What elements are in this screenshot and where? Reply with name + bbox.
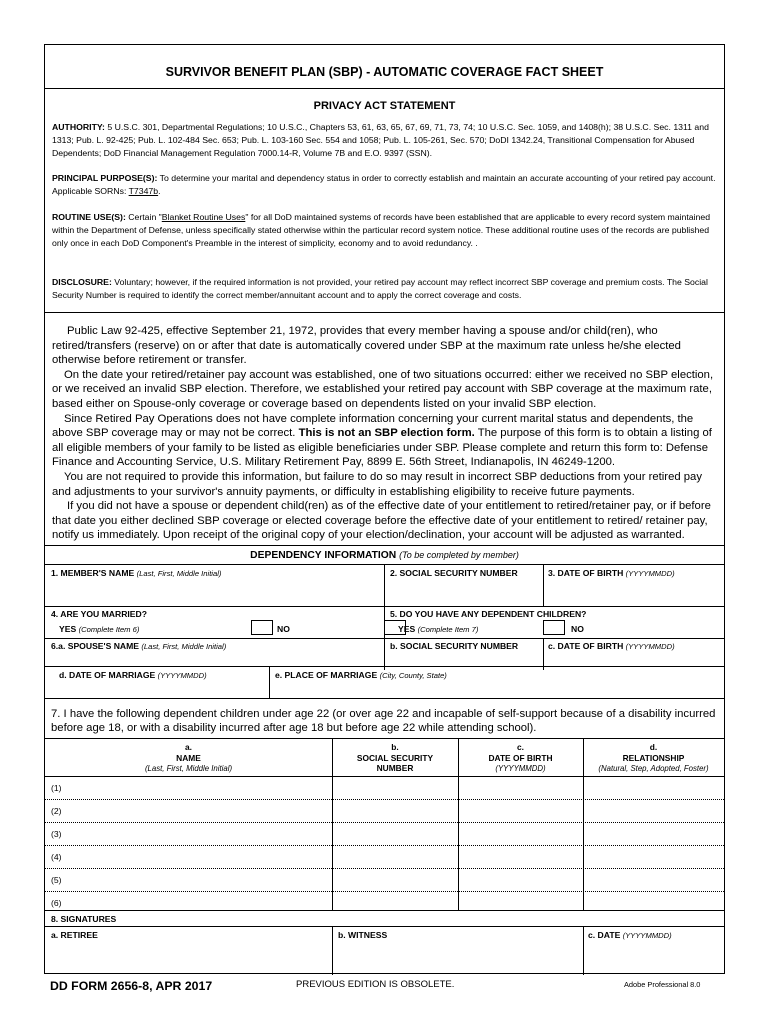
divider xyxy=(45,926,724,927)
dependent-dob-cells[interactable] xyxy=(460,778,581,908)
routine-text-b: " for all DoD maintained systems of records have been established that are applicable to every record system maintained within the Department of Defense, unless specifically stated otherwise within the particular record system notice. These additional routine uses of the records are published only once in each DoD Component's Preamble in the interest of simplicity, economy and to avoid redundancy. . xyxy=(52,212,711,248)
married-yes-label: YES (Complete Item 6) xyxy=(59,624,140,634)
intro-paragraph-4: You are not required to provide this information, but failure to do so may result in incorrect SBP deductions from your retired pay and adjustments to your survivor's annuity payments, or difficulty in establishing eligibility to receive future payments. xyxy=(52,470,702,498)
retiree-signature-field[interactable] xyxy=(51,942,329,972)
divider xyxy=(45,666,724,667)
purpose-end: . xyxy=(158,185,161,196)
children-yes-label: YES (Complete Item 7) xyxy=(398,624,479,634)
children-no-label: NO xyxy=(571,624,584,634)
divider xyxy=(45,776,724,777)
intro-p3c: The purpose of this form is to obtain a listing of all eligible members of your family to be listed as eligible beneficiaries under SBP. Please complete and return this form to: Defense Finance and Accounting Service, U.S. Military Retirement Pay, 8899 E. 56th Street, Indianapolis, IN 46249-1200. xyxy=(52,427,712,469)
member-dob-label: 3. DATE OF BIRTH (YYYYMMDD) xyxy=(548,568,675,578)
dependent-row-4: (4) xyxy=(51,852,62,862)
authority-paragraph xyxy=(52,121,718,160)
purpose-paragraph xyxy=(52,172,718,198)
authority-label: AUTHORITY: xyxy=(52,122,105,132)
dependent-row-3: (3) xyxy=(51,829,62,839)
divider xyxy=(45,910,724,911)
routine-use-paragraph xyxy=(52,211,718,250)
purpose-label: PRINCIPAL PURPOSE(S): xyxy=(52,173,158,183)
member-name-label: 1. MEMBER'S NAME (Last, First, Middle Initial) xyxy=(51,568,222,578)
divider xyxy=(45,545,724,546)
dependent-row-5: (5) xyxy=(51,875,62,885)
col-dob-header: c. DATE OF BIRTH (YYYYMMDD) xyxy=(488,742,553,773)
intro-paragraph-5: If you did not have a spouse or dependent child(ren) as of the effective date of your entitlement to retired/retainer pay, or if before that date you either declined SBP coverage or elected coverage before the effective date of your entitlement to retired/ retainer pay, notify us immediately. Upon receipt of the original copy of your election/declination, your account will be adjusted as warranted. xyxy=(52,500,711,542)
col-ssn-header: b. SOCIAL SECURITY NUMBER xyxy=(356,742,434,773)
intro-paragraph-1: Public Law 92-425, effective September 21, 1972, provides that every member having a spouse and/or child(ren), who retired/transfers (reserve) on or after that date is automatically covered under SBP at the maximum rate unless he/she elected otherwise before retirement or transfer. xyxy=(52,325,681,367)
divider xyxy=(45,312,724,313)
previous-edition-note: PREVIOUS EDITION IS OBSOLETE. xyxy=(296,979,455,990)
dependent-relationship-cells[interactable] xyxy=(585,778,722,908)
member-ssn-label: 2. SOCIAL SECURITY NUMBER xyxy=(390,568,518,578)
sorn-link[interactable]: T7347b xyxy=(128,185,159,196)
married-no-label: NO xyxy=(277,624,290,634)
routine-text-a: Certain " xyxy=(128,212,162,222)
col-name-header: a. NAME (Last, First, Middle Initial) xyxy=(144,742,233,773)
intro-p3a: Since Retired Pay Operations does not have complete information concerning your current marital status and dependents, the above SBP coverage may or may not be correct. xyxy=(52,412,694,440)
intro-paragraph-2: On the date your retired/retainer pay account was established, one of two situations occurred: either we received no SBP election, or we received an invalid SBP election. Therefore, we established your retired pay account with SBP coverage at the maximum rate, based either on Spouse-only coverage or coverage based on dependents listed on your invalid SBP election. xyxy=(52,368,714,410)
spouse-dob-label: c. DATE OF BIRTH (YYYYMMDD) xyxy=(548,641,675,651)
intro-text xyxy=(52,324,718,543)
retiree-signature-label: a. RETIREE xyxy=(51,930,98,940)
divider xyxy=(45,88,724,89)
divider xyxy=(332,926,333,975)
marriage-date-label: d. DATE OF MARRIAGE (YYYYMMDD) xyxy=(59,670,207,680)
children-yes-checkbox[interactable] xyxy=(543,620,565,635)
divider xyxy=(583,926,584,975)
disclosure-text: Voluntary; however, if the required information is not provided, your retired pay account may reflect incorrect SBP coverage and premium costs. The Social Security Number is required to identify the correct member/annuitant account and to apply the correct coverage and costs. xyxy=(52,277,708,300)
divider xyxy=(269,666,270,698)
divider xyxy=(384,564,385,606)
blanket-routine-uses-link[interactable]: Blanket Routine Uses xyxy=(161,212,246,222)
dependent-ssn-cells[interactable] xyxy=(334,778,456,908)
form-title: SURVIVOR BENEFIT PLAN (SBP) - AUTOMATIC COVERAGE FACT SHEET xyxy=(165,65,604,79)
dependency-heading xyxy=(45,550,724,561)
dependent-row-1: (1) xyxy=(51,783,62,793)
divider xyxy=(45,698,724,699)
married-yes-checkbox[interactable] xyxy=(251,620,273,635)
purpose-text: To determine your marital and dependency status in order to correctly establish and maintain an accurate accounting of your retired pay account. Applicable SORNs: xyxy=(52,173,716,196)
software-note: Adobe Professional 8.0 xyxy=(624,980,701,989)
member-name-field[interactable] xyxy=(51,581,381,603)
member-dob-field[interactable] xyxy=(546,581,721,603)
spouse-ssn-label: b. SOCIAL SECURITY NUMBER xyxy=(390,641,519,651)
intro-paragraph-3 xyxy=(52,412,718,470)
form-number: DD FORM 2656-8, APR 2017 xyxy=(50,979,213,993)
divider xyxy=(45,738,724,739)
dependent-row-6: (6) xyxy=(51,898,62,908)
marriage-place-label: e. PLACE OF MARRIAGE (City, County, State) xyxy=(275,670,447,680)
spouse-name-label: 6.a. SPOUSE'S NAME (Last, First, Middle Initial) xyxy=(51,641,227,651)
disclosure-label: DISCLOSURE: xyxy=(52,277,112,287)
signatures-heading: 8. SIGNATURES xyxy=(51,914,117,924)
disclosure-paragraph xyxy=(52,276,718,302)
signature-date-label: c. DATE (YYYYMMDD) xyxy=(588,930,672,940)
dependency-title: DEPENDENCY INFORMATION xyxy=(250,550,397,561)
witness-signature-label: b. WITNESS xyxy=(338,930,388,940)
dependent-row-2: (2) xyxy=(51,806,62,816)
marriage-date-field[interactable] xyxy=(51,682,265,696)
authority-text: 5 U.S.C. 301, Departmental Regulations; 10 U.S.C., Chapters 53, 61, 63, 65, 67, 69, 71, 73, 74; 10 U.S.C. Sec. 1059, and 1408(h); 38 U.S.C. Sec. 1311 and 1313; Pub. L. 92-425; Pub. L. 102-484 Sec. 653; Pub. L. 103-160 Sec. 554 and 1058; Pub. L. 105-261, Sec. 570; DoDI 1342.24, Transitional Compensation for Abused Dependents; DoD Financial Management Regulation 7000.14-R, Volume 7B and E.O. 9397 (SSN). xyxy=(52,122,709,158)
married-question: 4. ARE YOU MARRIED? xyxy=(51,609,147,619)
dependent-name-cells[interactable] xyxy=(65,778,330,908)
not-election-notice: This is not an SBP election form. xyxy=(298,427,475,440)
privacy-heading: PRIVACY ACT STATEMENT xyxy=(313,100,456,112)
dependency-note: (To be completed by member) xyxy=(399,550,519,560)
children-question: 5. DO YOU HAVE ANY DEPENDENT CHILDREN? xyxy=(390,609,587,619)
form-frame xyxy=(44,44,725,974)
col-relationship-header: d. RELATIONSHIP (Natural, Step, Adopted, Foster) xyxy=(598,742,709,773)
routine-label: ROUTINE USE(S): xyxy=(52,212,126,222)
divider xyxy=(543,564,544,606)
signature-date-field[interactable] xyxy=(586,942,722,972)
member-ssn-field[interactable] xyxy=(388,581,540,603)
children-statement: 7. I have the following dependent children under age 22 (or over age 22 and incapable of self-support because of a disability incurred before age 18, or with a disability incurred after age 18 but before age 22 while attending school). xyxy=(51,708,716,734)
witness-signature-field[interactable] xyxy=(336,942,580,972)
marriage-place-field[interactable] xyxy=(273,682,721,696)
